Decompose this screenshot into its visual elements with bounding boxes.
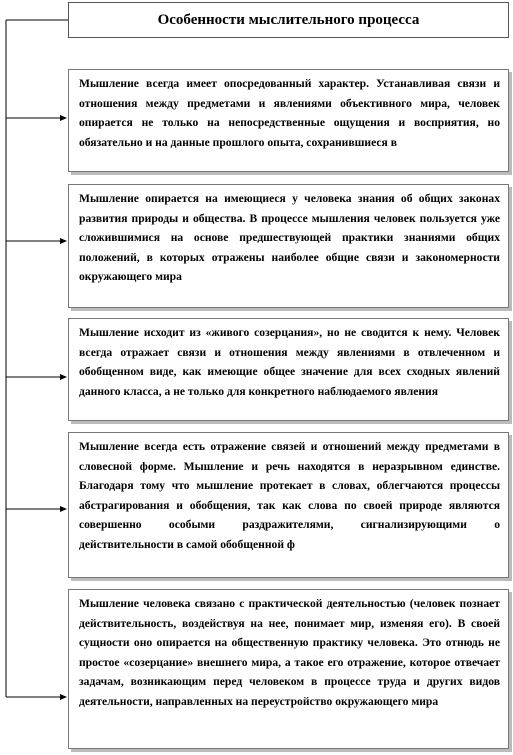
feature-box-mediated: Мышление всегда имеет опосредованный характер. Устанавливая связи и отношения между предметами и явлениями объективного мира, человек опирается не только на непосредственные ощущения и восприятия, но обязательно и на данные прошлого опыта, сохранившиеся в: [68, 69, 509, 172]
feature-box-verbal-form: Мышление всегда есть отражение связей и отношений между предметами в словесной форме. Мышление и речь находятся в неразрывном единстве. Благодаря тому что мышление протекает в словах, облегчаются процессы абстрагирования и обобщения, так как слова по своей природе являются совершенно особыми раздражителями, сигнализирующими о действительности в самой обобщенной ф: [68, 432, 509, 578]
feature-box-practical-activity: Мышление человека связано с практической деятельностью (человек познает действительность, воздействуя на нее, понимает мир, изменяя его). В своей сущности оно опирается на общественную практику человека. Это отнюдь не простое «созерцание» внешнего мира, а такое его отражение, которое отвечает задачам, возникающим перед человеком в процессе труда и других видов деятельности, направленных на переустройство окружающего мира: [68, 589, 509, 749]
feature-box-living-contemplation: Мышление исходит из «живого созерцания», но не сводится к нему. Человек всегда отражает связи и отношения между явлениями в отвлеченном и обобщенном виде, как имеющие общее значение для всех сходных явлений данного класса, а не только для конкретного наблюдаемого явления: [68, 318, 509, 421]
diagram-title: Особенности мыслительного процесса: [68, 2, 509, 38]
feature-box-knowledge: Мышление опирается на имеющиеся у человека знания об общих законах развития природы и общества. В процессе мышления человек пользуется уже сложившимися на основе предшествующей практики знаниями общих положений, в которых отражены наиболее общие связи и закономерности окружающего мира: [68, 184, 509, 308]
